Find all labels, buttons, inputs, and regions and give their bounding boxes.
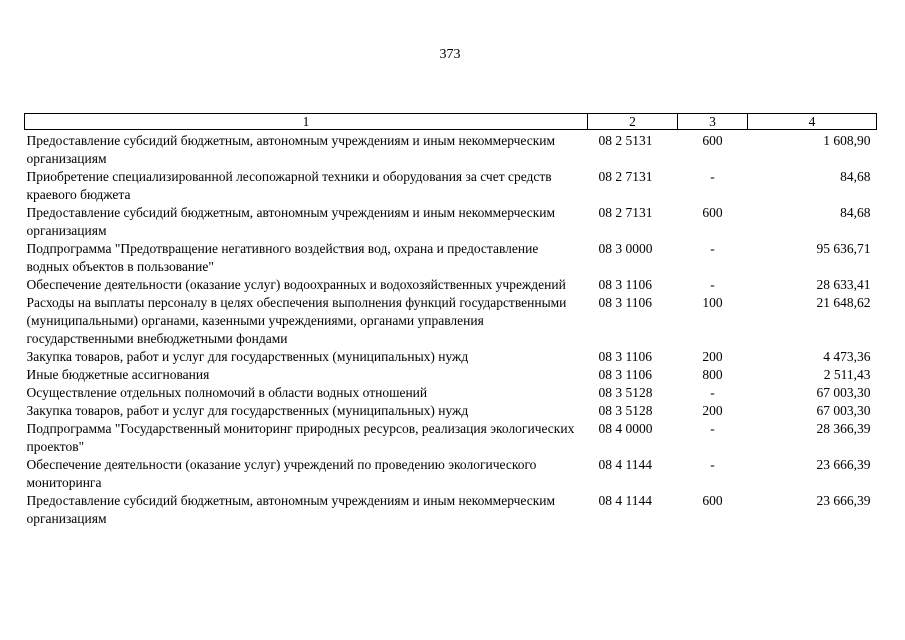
row-name: Осуществление отдельных полномочий в области водных отношений (26, 385, 428, 400)
row-name: Предоставление субсидий бюджетным, автономным учреждениям и иным некоммерческим организациям (26, 133, 556, 166)
row-amount: 1 608,90 (823, 133, 871, 148)
row-code: 08 3 1106 (598, 349, 652, 364)
table-row (25, 402, 877, 420)
table-row (25, 130, 877, 169)
header-col-1: 1 (25, 114, 588, 130)
row-amount: 95 636,71 (816, 241, 871, 256)
table-row (25, 348, 877, 366)
row-code: 08 3 1106 (598, 277, 652, 292)
row-code: 08 3 1106 (598, 367, 652, 382)
row-amount: 28 366,39 (816, 421, 871, 436)
row-code: 08 2 7131 (598, 205, 653, 220)
header-col-2: 2 (588, 114, 678, 130)
row-type: - (710, 277, 715, 292)
table-row (25, 456, 877, 492)
row-code: 08 2 7131 (598, 169, 653, 184)
header-col-4: 4 (748, 114, 877, 130)
row-name: Предоставление субсидий бюджетным, автономным учреждениям и иным некоммерческим организациям (26, 205, 556, 238)
row-type: - (710, 241, 715, 256)
row-name: Расходы на выплаты персоналу в целях обеспечения выполнения функций государственными (муниципальными) органами, казенными учреждениями, органами управления государственными внебюджетными фондами (26, 295, 567, 346)
row-name: Обеспечение деятельности (оказание услуг) водоохранных и водохозяйственных учреждений (26, 277, 566, 292)
row-code: 08 3 1106 (598, 295, 652, 310)
row-type: - (710, 421, 715, 436)
table-row (25, 168, 877, 204)
page-number: 373 (439, 47, 461, 62)
row-name: Подпрограмма "Предотвращение негативного воздействия вод, охрана и предоставление водных объектов в пользование" (26, 241, 539, 274)
row-amount: 84,68 (840, 205, 871, 220)
row-code: 08 4 1144 (598, 493, 652, 508)
budget-table (24, 113, 877, 528)
row-amount: 28 633,41 (816, 277, 871, 292)
row-amount: 4 473,36 (823, 349, 871, 364)
row-code: 08 3 5128 (598, 403, 653, 418)
row-type: - (710, 457, 715, 472)
row-code: 08 4 1144 (598, 457, 652, 472)
row-type: 600 (702, 493, 723, 508)
row-type: - (710, 385, 715, 400)
row-amount: 23 666,39 (816, 493, 871, 508)
row-name: Обеспечение деятельности (оказание услуг) учреждений по проведению экологического мониторинга (26, 457, 537, 490)
table-row (25, 492, 877, 528)
row-type: 600 (702, 205, 723, 220)
row-type: 600 (702, 133, 723, 148)
row-type: 800 (702, 367, 723, 382)
table-row (25, 204, 877, 240)
row-amount: 67 003,30 (816, 385, 871, 400)
row-name: Приобретение специализированной лесопожарной техники и оборудования за счет средств краевого бюджета (26, 169, 552, 202)
table-row (25, 420, 877, 456)
table-row (25, 294, 877, 348)
row-type: 200 (702, 403, 723, 418)
table-row (25, 366, 877, 384)
table-row (25, 240, 877, 276)
row-name: Предоставление субсидий бюджетным, автономным учреждениям и иным некоммерческим организациям (26, 493, 556, 526)
row-amount: 67 003,30 (816, 403, 871, 418)
row-name: Подпрограмма "Государственный мониторинг природных ресурсов, реализация экологических проектов" (26, 421, 575, 454)
row-type: - (710, 169, 715, 184)
row-amount: 23 666,39 (816, 457, 871, 472)
header-row (25, 114, 877, 130)
row-type: 200 (702, 349, 723, 364)
row-code: 08 2 5131 (598, 133, 653, 148)
table-row (25, 276, 877, 294)
table-row (25, 384, 877, 402)
row-type: 100 (702, 295, 723, 310)
header-col-3: 3 (678, 114, 748, 130)
row-amount: 84,68 (840, 169, 871, 184)
row-name: Закупка товаров, работ и услуг для государственных (муниципальных) нужд (26, 349, 469, 364)
row-code: 08 4 0000 (598, 421, 653, 436)
row-code: 08 3 5128 (598, 385, 653, 400)
row-name: Закупка товаров, работ и услуг для государственных (муниципальных) нужд (26, 403, 469, 418)
row-amount: 2 511,43 (823, 367, 871, 382)
row-name: Иные бюджетные ассигнования (26, 367, 210, 382)
row-code: 08 3 0000 (598, 241, 653, 256)
row-amount: 21 648,62 (816, 295, 871, 310)
